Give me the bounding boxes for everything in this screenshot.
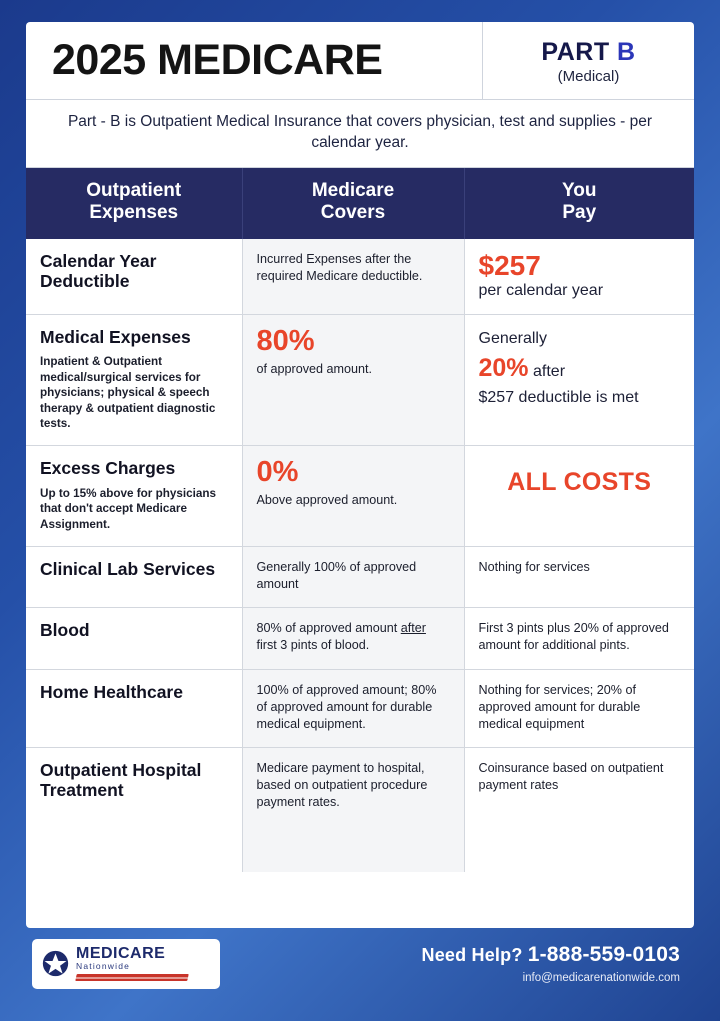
covers-text: Above approved amount.: [256, 493, 398, 508]
covers-text-part2: first 3 pints of blood.: [256, 638, 370, 653]
row-expense-home-healthcare: [26, 669, 242, 747]
pay-all-costs: ALL COSTS: [507, 468, 652, 497]
column-header-you-pay: [464, 168, 694, 239]
table-row: [26, 547, 694, 608]
deductible-amount: $257: [478, 249, 541, 281]
contact-block: [422, 943, 695, 984]
row-covers-calendar-year-deductible: [242, 239, 464, 315]
column-header-medicare-covers: [242, 168, 464, 239]
table-row: [26, 314, 694, 445]
table-row: [26, 747, 694, 872]
row-expense-excess-charges: [26, 446, 242, 547]
row-expense-blood: [26, 608, 242, 669]
row-note: Up to 15% above for physicians that don't accept Medicare Assignment.: [40, 486, 217, 531]
covers-text: 100% of approved amount; 80% of approved amount for durable medical equipment.: [256, 682, 437, 731]
col3-line1: You: [562, 179, 597, 201]
poster: [26, 22, 694, 999]
column-header-outpatient-expenses: [26, 168, 242, 239]
pay-after-word: after: [533, 363, 566, 381]
covers-text-part1: 80% of approved amount: [256, 621, 401, 636]
row-covers-blood: [242, 608, 464, 669]
row-note: Inpatient & Outpatient medical/surgical services for physicians; physical & speech therapy & outpatient diagnostic tests.: [40, 355, 216, 430]
pay-text: Nothing for services: [478, 560, 590, 575]
row-pay-blood: [464, 608, 694, 669]
row-pay-excess-charges: [464, 446, 694, 547]
logo-text-block: [76, 946, 188, 981]
table-row: [26, 446, 694, 547]
table-row: [26, 239, 694, 315]
table-row: [26, 608, 694, 669]
col1-line1: Outpatient: [86, 179, 182, 201]
logo-name: MEDICARE: [76, 945, 166, 963]
pay-text: Coinsurance based on outpatient payment rates: [478, 760, 664, 793]
col2-line1: Medicare: [311, 179, 395, 201]
pay-text: Nothing for services; 20% of approved amount for durable medical equipment: [478, 682, 641, 731]
covers-text-underlined: after: [400, 621, 426, 636]
pay-generally: Generally: [478, 329, 547, 347]
poster-footer: [26, 928, 694, 999]
pay-deductible-note: $257 deductible is met: [478, 389, 639, 407]
benefits-table: [26, 168, 694, 873]
row-covers-excess-charges: [242, 446, 464, 547]
need-help-label: Need Help?: [421, 945, 523, 965]
pay-percent: 20%: [478, 354, 529, 383]
row-covers-outpatient-hospital-treatment: [242, 747, 464, 872]
row-expense-outpatient-hospital-treatment: [26, 747, 242, 872]
phone-number[interactable]: 1-888-559-0103: [527, 943, 680, 966]
table-header-row: [26, 168, 694, 239]
card-header: [26, 22, 694, 100]
row-covers-home-healthcare: [242, 669, 464, 747]
covers-text: of approved amount.: [256, 361, 373, 376]
row-expense-medical-expenses: [26, 314, 242, 445]
row-pay-outpatient-hospital-treatment: [464, 747, 694, 872]
row-title: Blood: [40, 620, 90, 641]
covers-percent: 0%: [256, 456, 299, 489]
row-title: Clinical Lab Services: [40, 559, 216, 580]
deductible-period: per calendar year: [478, 281, 604, 299]
part-sublabel: (Medical): [557, 68, 620, 85]
part-badge: [482, 22, 694, 99]
col3-line2: Pay: [562, 202, 597, 224]
row-pay-home-healthcare: [464, 669, 694, 747]
info-card: [26, 22, 694, 928]
row-covers-medical-expenses: [242, 314, 464, 445]
logo-text: [76, 946, 188, 971]
row-pay-clinical-lab-services: [464, 547, 694, 608]
part-line: [541, 38, 635, 67]
table-row: [26, 669, 694, 747]
email-address[interactable]: info@medicarenationwide.com: [522, 972, 680, 984]
need-help-line: [422, 943, 681, 967]
row-expense-calendar-year-deductible: [26, 239, 242, 315]
col2-line2: Covers: [320, 202, 386, 224]
covers-text: Generally 100% of approved amount: [256, 560, 417, 592]
row-pay-medical-expenses: [464, 314, 694, 445]
logo-subname: Nationwide: [76, 961, 131, 972]
pay-percent-line: [479, 350, 681, 386]
star-icon: [42, 950, 69, 977]
page-title: 2025 MEDICARE: [52, 36, 383, 84]
part-letter: B: [617, 38, 636, 66]
col1-line2: Expenses: [89, 202, 179, 224]
covers-text: Medicare payment to hospital, based on outpatient procedure payment rates.: [256, 760, 428, 810]
subtitle: Part - B is Outpatient Medical Insurance that covers physician, test and supplies - per calendar year.: [26, 100, 694, 168]
covers-text: Incurred Expenses after the required Medicare deductible.: [256, 251, 423, 283]
row-expense-clinical-lab-services: [26, 547, 242, 608]
pay-text: First 3 pints plus 20% of approved amount for additional pints.: [478, 621, 669, 653]
row-title: Excess Charges: [40, 458, 176, 479]
logo: [32, 939, 220, 989]
row-title: Outpatient Hospital Treatment: [40, 759, 202, 801]
covers-text: [257, 620, 450, 654]
flag-stripes-icon: [75, 974, 188, 981]
row-title: Home Healthcare: [40, 681, 183, 702]
row-covers-clinical-lab-services: [242, 547, 464, 608]
row-title: Calendar Year Deductible: [40, 250, 157, 291]
part-label: PART: [541, 38, 610, 66]
row-pay-calendar-year-deductible: [464, 239, 694, 315]
covers-percent: 80%: [256, 324, 315, 357]
row-title: Medical Expenses: [40, 326, 191, 347]
